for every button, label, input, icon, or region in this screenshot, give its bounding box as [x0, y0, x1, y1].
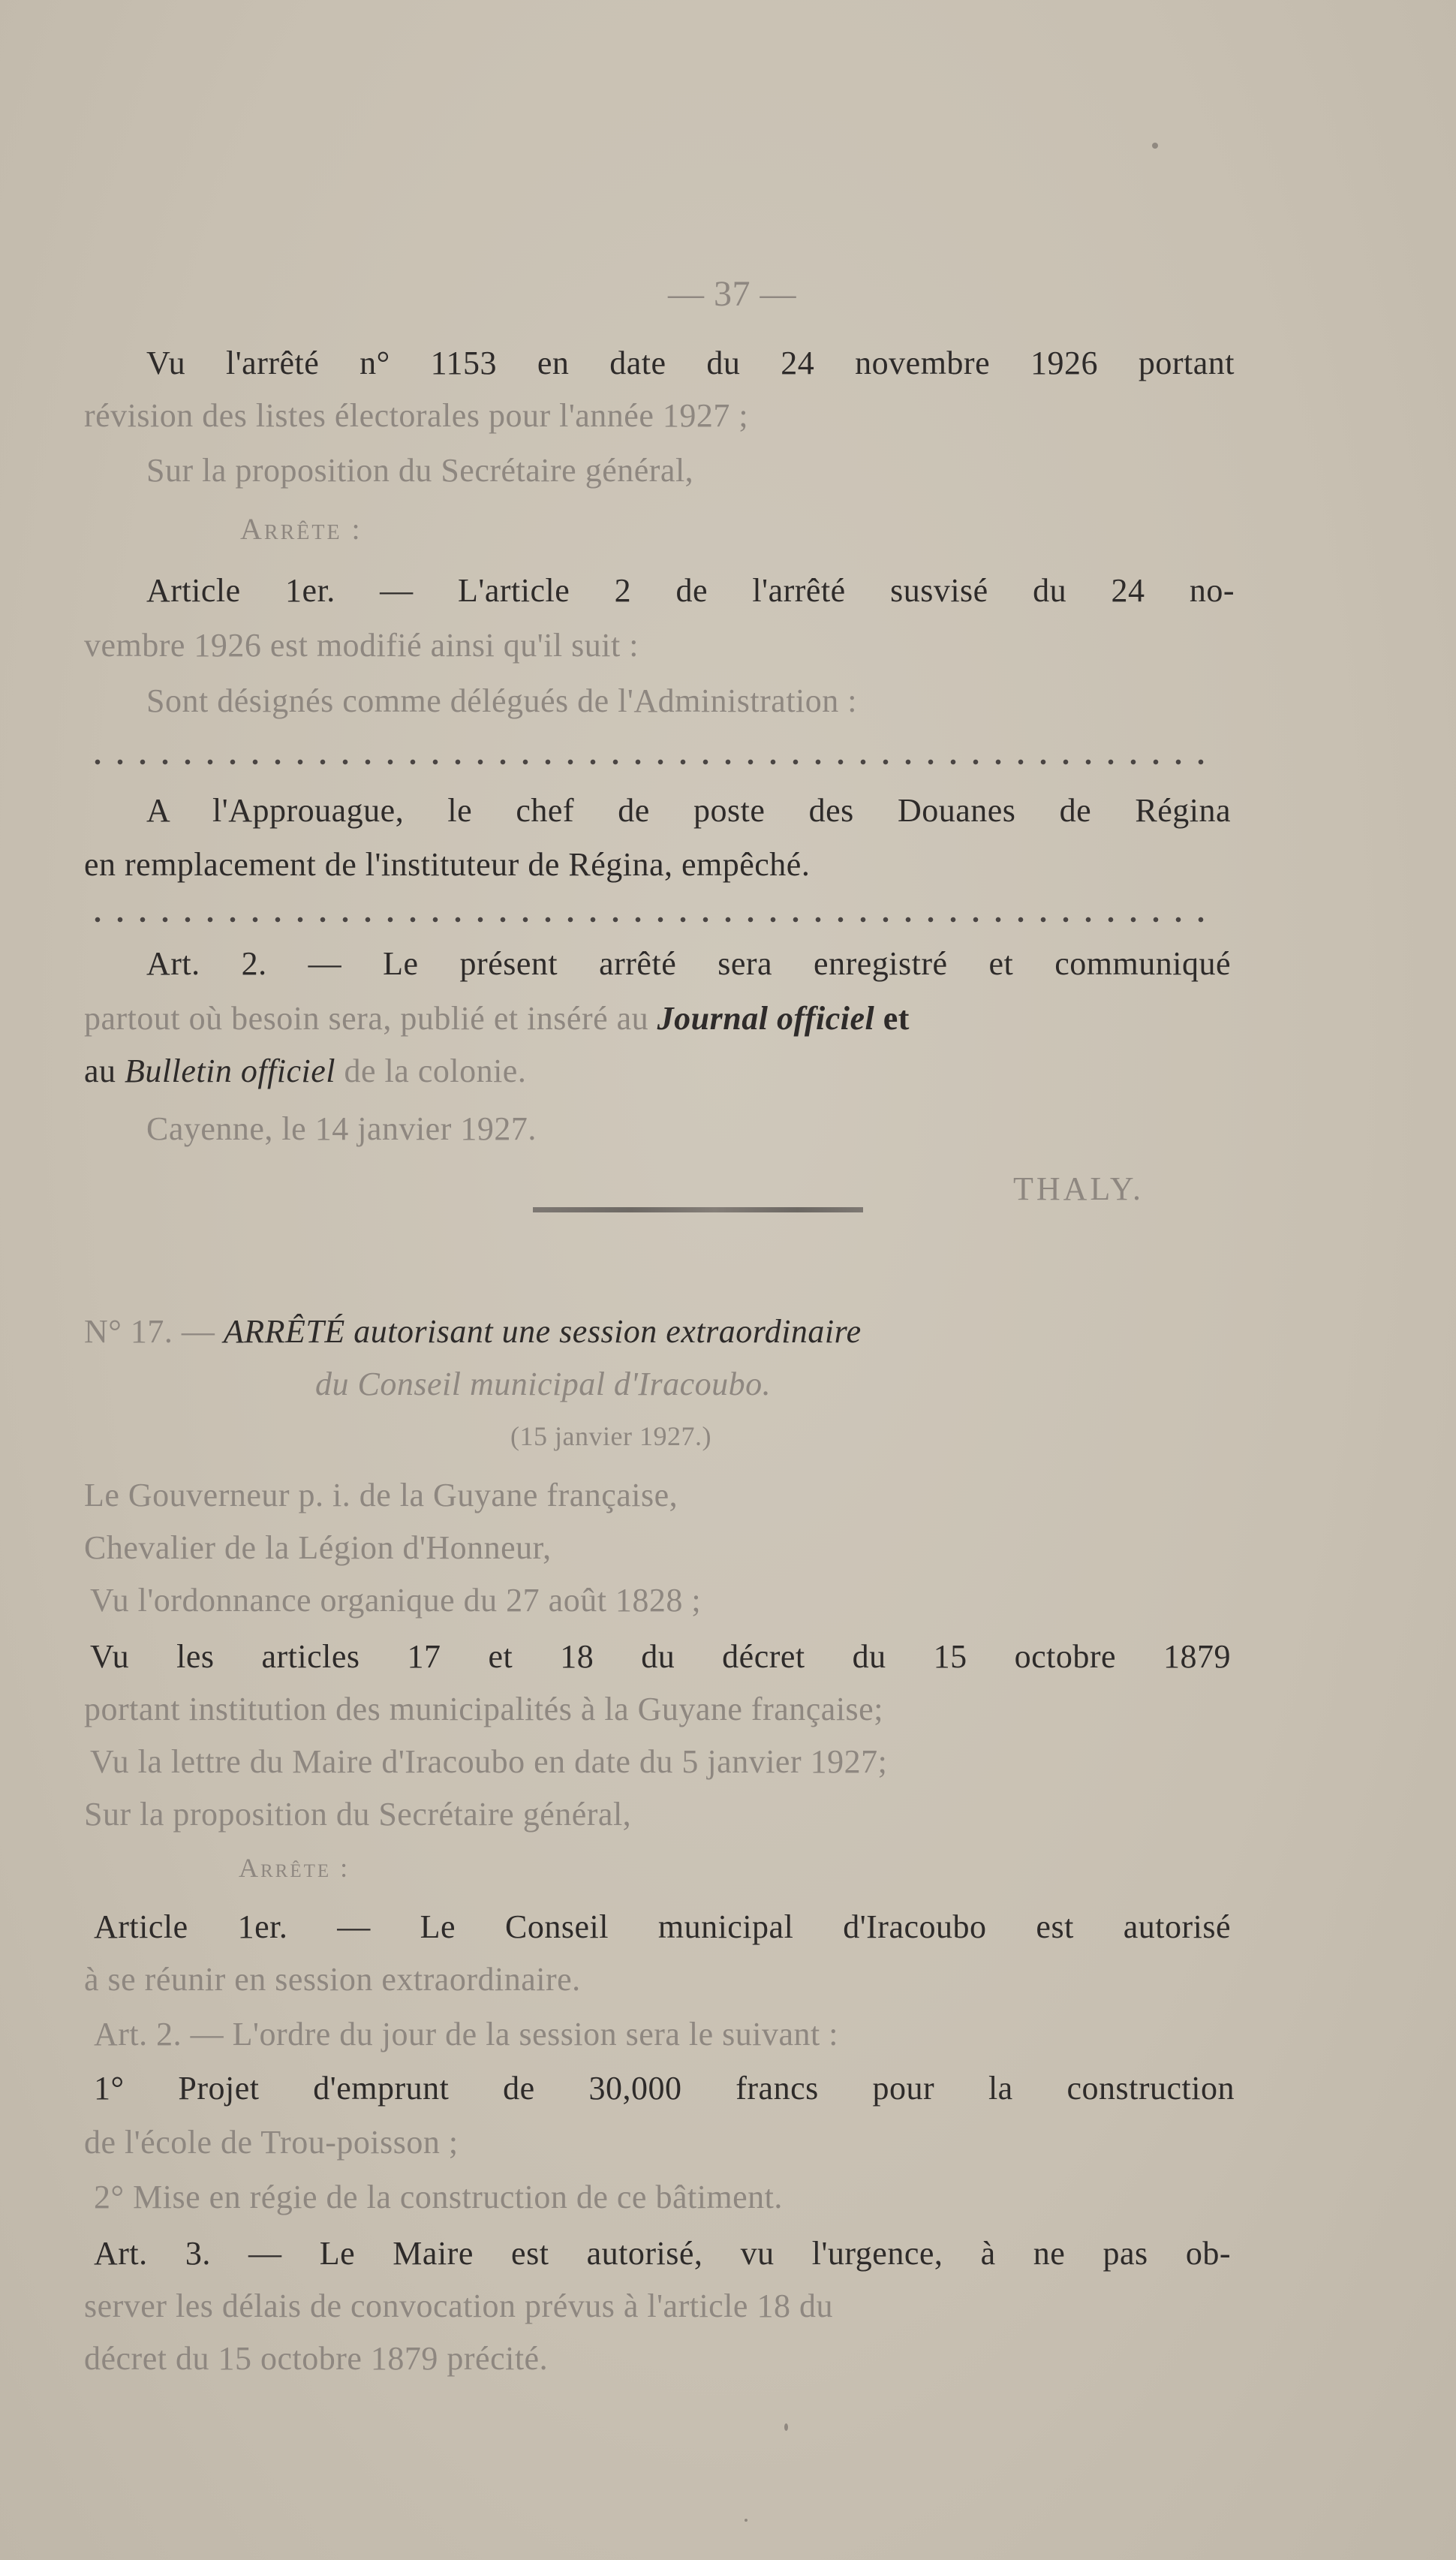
- item-1-line: de l'école de Trou-poisson ;: [84, 2124, 459, 2161]
- preamble-line: Vu l'ordonnance organique du 27 août 1828 ;: [90, 1582, 702, 1619]
- article-1-line: Article 1er. — L'article 2 de l'arrêté susvisé du 24 no-: [146, 572, 1235, 609]
- vu-articles-line: Vu les articles 17 et 18 du décret du 15 octobre 1879: [90, 1638, 1231, 1675]
- preamble-line: Chevalier de la Légion d'Honneur,: [84, 1529, 552, 1566]
- article-1-line: Article 1er. — Le Conseil municipal d'Iracoubo est autorisé: [94, 1908, 1231, 1945]
- item-1-line: 1° Projet d'emprunt de 30,000 francs pour la construction: [94, 2070, 1235, 2107]
- arrete-heading: Arrête :: [239, 1853, 350, 1883]
- article-2-text: partout où besoin sera, publié et inséré au: [84, 1000, 649, 1037]
- page-number: — 37 —: [668, 274, 796, 314]
- article-2-line: [84, 1055, 526, 1088]
- designation-intro: Sont désignés comme délégués de l'Administration :: [146, 682, 858, 719]
- decree-title: ARRÊTÉ autorisant une session extraordinaire: [223, 1313, 862, 1350]
- article-3-line: décret du 15 octobre 1879 précité.: [84, 2340, 549, 2377]
- paper-speck: [1152, 143, 1158, 149]
- signature: THALY.: [1013, 1170, 1145, 1207]
- preamble-line: Le Gouverneur p. i. de la Guyane française,: [84, 1477, 678, 1513]
- paper-speck: [784, 2423, 788, 2431]
- delegate-line: A l'Approuague, le chef de poste des Douanes de Régina: [146, 792, 1231, 829]
- consideration-line: Vu l'arrêté n° 1153 en date du 24 novembre 1926 portant: [146, 345, 1235, 381]
- vu-lettre-line: Vu la lettre du Maire d'Iracoubo en date du 5 janvier 1927;: [90, 1743, 888, 1780]
- article-2-line: [84, 1002, 910, 1035]
- delegate-line: en remplacement de l'instituteur de Régina, empêché.: [84, 846, 811, 883]
- decree-date: (15 janvier 1927.): [510, 1421, 711, 1451]
- item-2-line: 2° Mise en régie de la construction de ce bâtiment.: [94, 2179, 783, 2215]
- decree-title-line: [84, 1315, 862, 1348]
- section-divider: [533, 1207, 863, 1212]
- vu-articles-line: portant institution des municipalités à la Guyane française;: [84, 1691, 883, 1727]
- journal-officiel: Journal officiel: [657, 1000, 875, 1037]
- article-2-line: Art. 2. — Le présent arrêté sera enregistré et communiqué: [146, 945, 1231, 982]
- proposition-line: Sur la proposition du Secrétaire général,: [84, 1796, 632, 1833]
- article-3-line: Art. 3. — Le Maire est autorisé, vu l'urgence, à ne pas ob-: [94, 2235, 1231, 2272]
- conjunction: et: [883, 1000, 910, 1037]
- article-2-line: Art. 2. — L'ordre du jour de la session sera le suivant :: [94, 2016, 838, 2053]
- article-1-line: à se réunir en session extraordinaire.: [84, 1961, 581, 1998]
- article-3-line: server les délais de convocation prévus à l'article 18 du: [84, 2287, 833, 2324]
- arrete-heading: Arrête :: [240, 512, 362, 546]
- decree-title-line: du Conseil municipal d'Iracoubo.: [315, 1366, 772, 1402]
- decree-number: N° 17. —: [84, 1313, 215, 1350]
- article-2-text: de la colonie.: [344, 1053, 527, 1089]
- article-2-text: au: [84, 1053, 116, 1089]
- bulletin-officiel: Bulletin officiel: [125, 1053, 336, 1089]
- place-date: Cayenne, le 14 janvier 1927.: [146, 1110, 537, 1147]
- dotted-separator: [86, 916, 1212, 923]
- consideration-line: révision des listes électorales pour l'année 1927 ;: [84, 397, 749, 434]
- article-1-line: vembre 1926 est modifié ainsi qu'il suit :: [84, 627, 639, 664]
- consideration-line: Sur la proposition du Secrétaire général,: [146, 452, 694, 489]
- dotted-separator: [86, 758, 1212, 766]
- paper-speck: [745, 2519, 748, 2522]
